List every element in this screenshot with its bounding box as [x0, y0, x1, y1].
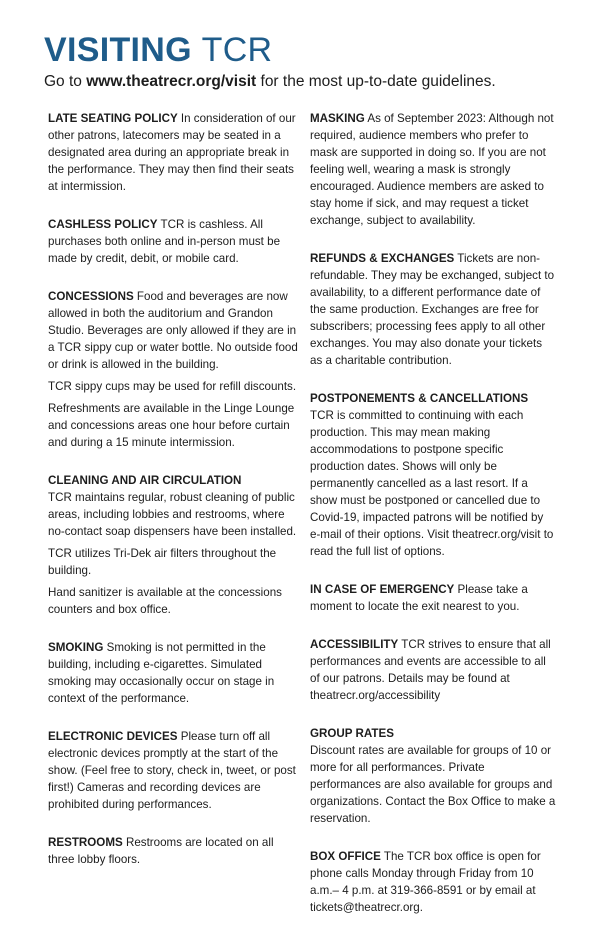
smoking-section	[48, 639, 298, 707]
cashless-section	[48, 216, 298, 267]
refunds-paragraph	[310, 250, 556, 369]
late-seating-section	[48, 110, 298, 195]
postponements-paragraph	[310, 390, 556, 560]
title-light: TCR	[201, 31, 273, 69]
cleaning-paragraph	[48, 472, 298, 540]
accessibility-section	[310, 636, 556, 704]
smoking-text: Smoking is not permitted in the building, including e-cigarettes. Simulated smoking may occasionally occur on stage in context of the performance.	[48, 641, 275, 705]
visit-url[interactable]: www.theatrecr.org/visit	[86, 73, 257, 90]
emergency-heading: IN CASE OF EMERGENCY	[310, 583, 455, 596]
masking-paragraph	[310, 110, 556, 229]
smoking-heading: SMOKING	[48, 641, 104, 654]
accessibility-heading: ACCESSIBILITY	[310, 638, 399, 651]
refreshments-paragraph: Refreshments are available in the Linge Lounge and concessions areas one hour before curtain and during a 15 minute intermission.	[48, 402, 295, 449]
sippy-cup-paragraph: TCR sippy cups may be used for refill discounts.	[48, 380, 297, 393]
restrooms-paragraph	[48, 834, 298, 868]
cashless-text: TCR is cashless. All purchases both online and in-person must be made by credit, debit, or mobile card.	[48, 218, 281, 265]
cleaning-heading: CLEANING AND AIR CIRCULATION	[48, 474, 242, 487]
subtitle-suffix: for the most up-to-date guidelines.	[256, 73, 496, 90]
accessibility-text: TCR strives to ensure that all performances and events are accessible to all of our patrons. Details may be found at theatrecr.org/accessibility	[310, 638, 551, 702]
cleaning-section	[48, 472, 298, 618]
concessions-heading: CONCESSIONS	[48, 290, 134, 303]
refunds-text: Tickets are non-refundable. They may be exchanged, subject to availability, to a different performance date of the same production. Exchanges are free for subscribers; processing fees apply to all other exchanges. You may also donate your tickets as a charitable contribution.	[310, 252, 555, 367]
concessions-paragraph	[48, 288, 298, 373]
air-filters-paragraph: TCR utilizes Tri-Dek air filters throughout the building.	[48, 547, 277, 577]
late-seating-text: In consideration of our other patrons, latecomers may be seated in a designated area during an appropriate break in the performance. They may then find their seats at intermission.	[48, 112, 296, 193]
box-office-heading: BOX OFFICE	[310, 850, 381, 863]
subtitle-prefix: Go to	[44, 73, 87, 90]
refunds-section	[310, 250, 556, 369]
group-rates-section	[310, 725, 556, 827]
box-office-section	[310, 848, 556, 916]
concessions-section	[48, 288, 298, 451]
sanitizer-paragraph: Hand sanitizer is available at the concessions counters and box office.	[48, 586, 282, 616]
left-column	[48, 110, 298, 889]
postponements-text: TCR is committed to continuing with each production. This may mean making accommodations to postpone specific production dates. Shows will only be permanently cancelled as a last resort. If a show must be postponed or cancelled due to Covid-19, impacted patrons will be notified by e-mail of their options. Visit theatrecr.org/visit to read the full list of options.	[310, 409, 554, 558]
group-rates-text: Discount rates are available for groups of 10 or more for all performances. Private performances are also available for groups and organizations. Contact the Box Office to make a reservation.	[310, 744, 556, 825]
group-rates-heading: GROUP RATES	[310, 727, 394, 740]
masking-section	[310, 110, 556, 229]
electronic-devices-section	[48, 728, 298, 813]
emergency-text: Please take a moment to locate the exit nearest to you.	[310, 583, 528, 613]
subtitle	[44, 72, 496, 92]
cashless-heading: CASHLESS POLICY	[48, 218, 158, 231]
right-column	[310, 110, 556, 937]
restrooms-section	[48, 834, 298, 868]
smoking-paragraph	[48, 639, 298, 707]
masking-text: As of September 2023: Although not required, audience members who prefer to mask are supported in doing so. If you are not feeling well, wearing a mask is strongly encouraged. Audience members are asked to stay home if sick, and may request a ticket exchange, subject to availability.	[310, 112, 554, 227]
concessions-text: Food and beverages are now allowed in both the auditorium and Grandon Studio. Beverages are only allowed if they are in a TCR sippy cup or water bottle. No outside food or drink is allowed in the building.	[48, 290, 298, 371]
box-office-paragraph	[310, 848, 556, 916]
electronic-devices-paragraph	[48, 728, 298, 813]
accessibility-paragraph	[310, 636, 556, 704]
late-seating-heading: LATE SEATING POLICY	[48, 112, 178, 125]
postponements-section	[310, 390, 556, 560]
box-office-text: The TCR box office is open for phone calls Monday through Friday from 10 a.m.– 4 p.m. at 319-366-8591 or by email at tickets@theatrecr.org.	[310, 850, 541, 914]
late-seating-paragraph	[48, 110, 298, 195]
electronic-devices-text: Please turn off all electronic devices promptly at the start of the show. (Feel free to story, check in, tweet, or post first!) Cameras and recording devices are prohibited during performances.	[48, 730, 296, 811]
cleaning-text: TCR maintains regular, robust cleaning of public areas, including lobbies and restrooms, where no-contact soap dispensers have been installed.	[48, 491, 297, 538]
page-title	[44, 28, 272, 72]
restrooms-text: Restrooms are located on all three lobby floors.	[48, 836, 274, 866]
restrooms-heading: RESTROOMS	[48, 836, 123, 849]
group-rates-paragraph	[310, 725, 556, 827]
electronic-devices-heading: ELECTRONIC DEVICES	[48, 730, 178, 743]
title-bold: VISITING	[44, 31, 192, 69]
refunds-heading: REFUNDS & EXCHANGES	[310, 252, 455, 265]
postponements-heading: POSTPONEMENTS & CANCELLATIONS	[310, 392, 529, 405]
emergency-section	[310, 581, 556, 615]
cashless-paragraph	[48, 216, 298, 267]
masking-heading: MASKING	[310, 112, 365, 125]
emergency-paragraph	[310, 581, 556, 615]
